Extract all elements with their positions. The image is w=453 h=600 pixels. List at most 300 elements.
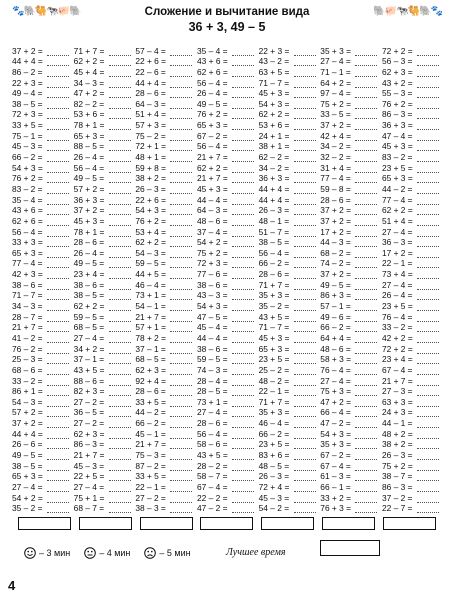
answer-blank[interactable] (170, 388, 192, 396)
answer-blank[interactable] (47, 197, 69, 205)
answer-blank[interactable] (232, 207, 254, 215)
answer-blank[interactable] (47, 58, 69, 66)
answer-blank[interactable] (170, 292, 192, 300)
answer-blank[interactable] (294, 409, 316, 417)
answer-blank[interactable] (47, 346, 69, 354)
answer-blank[interactable] (355, 90, 377, 98)
answer-blank[interactable] (47, 175, 69, 183)
answer-blank[interactable] (294, 356, 316, 364)
answer-blank[interactable] (47, 495, 69, 503)
answer-blank[interactable] (417, 165, 439, 173)
time-box[interactable] (79, 517, 132, 530)
answer-blank[interactable] (417, 335, 439, 343)
answer-blank[interactable] (294, 122, 316, 130)
answer-blank[interactable] (355, 165, 377, 173)
answer-blank[interactable] (170, 90, 192, 98)
answer-blank[interactable] (47, 292, 69, 300)
answer-blank[interactable] (355, 409, 377, 417)
time-box[interactable] (140, 517, 193, 530)
answer-blank[interactable] (417, 441, 439, 449)
answer-blank[interactable] (294, 378, 316, 386)
answer-blank[interactable] (109, 505, 131, 513)
answer-blank[interactable] (109, 303, 131, 311)
answer-blank[interactable] (417, 90, 439, 98)
answer-blank[interactable] (109, 314, 131, 322)
answer-blank[interactable] (417, 495, 439, 503)
answer-blank[interactable] (109, 484, 131, 492)
answer-blank[interactable] (109, 207, 131, 215)
answer-blank[interactable] (232, 80, 254, 88)
answer-blank[interactable] (170, 495, 192, 503)
answer-blank[interactable] (232, 197, 254, 205)
answer-blank[interactable] (355, 250, 377, 258)
answer-blank[interactable] (232, 111, 254, 119)
answer-blank[interactable] (355, 175, 377, 183)
answer-blank[interactable] (355, 473, 377, 481)
answer-blank[interactable] (47, 207, 69, 215)
answer-blank[interactable] (109, 367, 131, 375)
answer-blank[interactable] (170, 239, 192, 247)
answer-blank[interactable] (232, 154, 254, 162)
answer-blank[interactable] (417, 250, 439, 258)
answer-blank[interactable] (47, 143, 69, 151)
answer-blank[interactable] (294, 505, 316, 513)
answer-blank[interactable] (170, 197, 192, 205)
answer-blank[interactable] (355, 197, 377, 205)
answer-blank[interactable] (417, 122, 439, 130)
answer-blank[interactable] (170, 165, 192, 173)
answer-blank[interactable] (294, 207, 316, 215)
answer-blank[interactable] (417, 133, 439, 141)
answer-blank[interactable] (109, 356, 131, 364)
answer-blank[interactable] (47, 452, 69, 460)
answer-blank[interactable] (232, 335, 254, 343)
answer-blank[interactable] (232, 101, 254, 109)
answer-blank[interactable] (47, 356, 69, 364)
answer-blank[interactable] (294, 260, 316, 268)
answer-blank[interactable] (294, 282, 316, 290)
answer-blank[interactable] (47, 367, 69, 375)
answer-blank[interactable] (294, 101, 316, 109)
answer-blank[interactable] (170, 250, 192, 258)
answer-blank[interactable] (417, 80, 439, 88)
answer-blank[interactable] (109, 154, 131, 162)
answer-blank[interactable] (47, 388, 69, 396)
answer-blank[interactable] (47, 303, 69, 311)
answer-blank[interactable] (232, 463, 254, 471)
answer-blank[interactable] (232, 143, 254, 151)
answer-blank[interactable] (294, 367, 316, 375)
answer-blank[interactable] (417, 431, 439, 439)
answer-blank[interactable] (170, 441, 192, 449)
answer-blank[interactable] (47, 90, 69, 98)
answer-blank[interactable] (170, 335, 192, 343)
answer-blank[interactable] (417, 282, 439, 290)
answer-blank[interactable] (170, 378, 192, 386)
answer-blank[interactable] (294, 239, 316, 247)
answer-blank[interactable] (417, 218, 439, 226)
answer-blank[interactable] (232, 90, 254, 98)
answer-blank[interactable] (355, 154, 377, 162)
answer-blank[interactable] (109, 197, 131, 205)
answer-blank[interactable] (294, 58, 316, 66)
answer-blank[interactable] (232, 58, 254, 66)
answer-blank[interactable] (47, 101, 69, 109)
answer-blank[interactable] (170, 154, 192, 162)
answer-blank[interactable] (294, 399, 316, 407)
answer-blank[interactable] (294, 197, 316, 205)
answer-blank[interactable] (355, 186, 377, 194)
answer-blank[interactable] (232, 69, 254, 77)
answer-blank[interactable] (170, 143, 192, 151)
answer-blank[interactable] (47, 505, 69, 513)
answer-blank[interactable] (47, 260, 69, 268)
answer-blank[interactable] (355, 69, 377, 77)
answer-blank[interactable] (417, 484, 439, 492)
answer-blank[interactable] (47, 441, 69, 449)
answer-blank[interactable] (417, 197, 439, 205)
answer-blank[interactable] (109, 122, 131, 130)
answer-blank[interactable] (232, 324, 254, 332)
answer-blank[interactable] (170, 324, 192, 332)
answer-blank[interactable] (294, 218, 316, 226)
answer-blank[interactable] (232, 378, 254, 386)
answer-blank[interactable] (294, 495, 316, 503)
answer-blank[interactable] (109, 378, 131, 386)
answer-blank[interactable] (294, 303, 316, 311)
answer-blank[interactable] (417, 260, 439, 268)
answer-blank[interactable] (47, 239, 69, 247)
answer-blank[interactable] (170, 229, 192, 237)
answer-blank[interactable] (355, 122, 377, 130)
answer-blank[interactable] (109, 90, 131, 98)
answer-blank[interactable] (417, 505, 439, 513)
answer-blank[interactable] (417, 378, 439, 386)
answer-blank[interactable] (232, 271, 254, 279)
answer-blank[interactable] (109, 346, 131, 354)
answer-blank[interactable] (417, 175, 439, 183)
answer-blank[interactable] (47, 218, 69, 226)
answer-blank[interactable] (109, 143, 131, 151)
answer-blank[interactable] (170, 101, 192, 109)
answer-blank[interactable] (355, 229, 377, 237)
answer-blank[interactable] (417, 48, 439, 56)
answer-blank[interactable] (170, 58, 192, 66)
answer-blank[interactable] (47, 420, 69, 428)
answer-blank[interactable] (294, 186, 316, 194)
answer-blank[interactable] (109, 69, 131, 77)
answer-blank[interactable] (417, 111, 439, 119)
time-box[interactable] (322, 517, 375, 530)
answer-blank[interactable] (417, 239, 439, 247)
answer-blank[interactable] (170, 367, 192, 375)
answer-blank[interactable] (417, 314, 439, 322)
answer-blank[interactable] (417, 463, 439, 471)
answer-blank[interactable] (109, 218, 131, 226)
answer-blank[interactable] (355, 484, 377, 492)
answer-blank[interactable] (355, 111, 377, 119)
answer-blank[interactable] (417, 420, 439, 428)
time-box[interactable] (383, 517, 436, 530)
answer-blank[interactable] (417, 388, 439, 396)
answer-blank[interactable] (170, 431, 192, 439)
answer-blank[interactable] (109, 48, 131, 56)
answer-blank[interactable] (170, 133, 192, 141)
answer-blank[interactable] (355, 452, 377, 460)
answer-blank[interactable] (232, 441, 254, 449)
answer-blank[interactable] (294, 420, 316, 428)
answer-blank[interactable] (47, 165, 69, 173)
answer-blank[interactable] (170, 452, 192, 460)
answer-blank[interactable] (232, 165, 254, 173)
answer-blank[interactable] (355, 463, 377, 471)
answer-blank[interactable] (232, 399, 254, 407)
answer-blank[interactable] (355, 282, 377, 290)
answer-blank[interactable] (109, 388, 131, 396)
answer-blank[interactable] (355, 356, 377, 364)
answer-blank[interactable] (355, 388, 377, 396)
answer-blank[interactable] (170, 463, 192, 471)
answer-blank[interactable] (417, 143, 439, 151)
answer-blank[interactable] (109, 473, 131, 481)
answer-blank[interactable] (417, 101, 439, 109)
answer-blank[interactable] (109, 260, 131, 268)
answer-blank[interactable] (109, 250, 131, 258)
answer-blank[interactable] (47, 378, 69, 386)
answer-blank[interactable] (232, 133, 254, 141)
answer-blank[interactable] (170, 505, 192, 513)
answer-blank[interactable] (232, 431, 254, 439)
answer-blank[interactable] (294, 90, 316, 98)
answer-blank[interactable] (232, 229, 254, 237)
answer-blank[interactable] (417, 207, 439, 215)
answer-blank[interactable] (170, 484, 192, 492)
answer-blank[interactable] (232, 48, 254, 56)
answer-blank[interactable] (232, 484, 254, 492)
answer-blank[interactable] (109, 335, 131, 343)
answer-blank[interactable] (109, 452, 131, 460)
answer-blank[interactable] (109, 111, 131, 119)
answer-blank[interactable] (232, 260, 254, 268)
answer-blank[interactable] (294, 324, 316, 332)
answer-blank[interactable] (232, 282, 254, 290)
answer-blank[interactable] (47, 335, 69, 343)
answer-blank[interactable] (170, 314, 192, 322)
answer-blank[interactable] (232, 495, 254, 503)
answer-blank[interactable] (232, 239, 254, 247)
answer-blank[interactable] (294, 431, 316, 439)
answer-blank[interactable] (232, 420, 254, 428)
answer-blank[interactable] (355, 133, 377, 141)
answer-blank[interactable] (417, 324, 439, 332)
answer-blank[interactable] (109, 101, 131, 109)
answer-blank[interactable] (170, 80, 192, 88)
answer-blank[interactable] (355, 48, 377, 56)
best-time-box[interactable] (320, 540, 380, 556)
answer-blank[interactable] (47, 69, 69, 77)
answer-blank[interactable] (417, 303, 439, 311)
answer-blank[interactable] (294, 48, 316, 56)
answer-blank[interactable] (294, 165, 316, 173)
answer-blank[interactable] (109, 229, 131, 237)
answer-blank[interactable] (417, 452, 439, 460)
time-box[interactable] (200, 517, 253, 530)
answer-blank[interactable] (47, 80, 69, 88)
answer-blank[interactable] (417, 399, 439, 407)
answer-blank[interactable] (232, 303, 254, 311)
answer-blank[interactable] (47, 484, 69, 492)
answer-blank[interactable] (355, 143, 377, 151)
answer-blank[interactable] (47, 314, 69, 322)
answer-blank[interactable] (232, 314, 254, 322)
answer-blank[interactable] (109, 175, 131, 183)
answer-blank[interactable] (109, 58, 131, 66)
answer-blank[interactable] (232, 452, 254, 460)
answer-blank[interactable] (417, 292, 439, 300)
answer-blank[interactable] (355, 314, 377, 322)
answer-blank[interactable] (417, 271, 439, 279)
answer-blank[interactable] (109, 463, 131, 471)
answer-blank[interactable] (417, 367, 439, 375)
answer-blank[interactable] (355, 399, 377, 407)
answer-blank[interactable] (294, 473, 316, 481)
answer-blank[interactable] (355, 505, 377, 513)
answer-blank[interactable] (232, 356, 254, 364)
answer-blank[interactable] (294, 143, 316, 151)
answer-blank[interactable] (170, 69, 192, 77)
answer-blank[interactable] (294, 69, 316, 77)
answer-blank[interactable] (109, 409, 131, 417)
answer-blank[interactable] (417, 229, 439, 237)
answer-blank[interactable] (355, 218, 377, 226)
answer-blank[interactable] (294, 250, 316, 258)
answer-blank[interactable] (47, 282, 69, 290)
answer-blank[interactable] (109, 271, 131, 279)
answer-blank[interactable] (170, 271, 192, 279)
answer-blank[interactable] (170, 420, 192, 428)
answer-blank[interactable] (47, 250, 69, 258)
answer-blank[interactable] (47, 154, 69, 162)
answer-blank[interactable] (232, 473, 254, 481)
answer-blank[interactable] (109, 186, 131, 194)
answer-blank[interactable] (109, 495, 131, 503)
answer-blank[interactable] (232, 367, 254, 375)
answer-blank[interactable] (109, 420, 131, 428)
answer-blank[interactable] (294, 229, 316, 237)
answer-blank[interactable] (294, 133, 316, 141)
time-box[interactable] (261, 517, 314, 530)
answer-blank[interactable] (355, 271, 377, 279)
answer-blank[interactable] (170, 207, 192, 215)
answer-blank[interactable] (355, 101, 377, 109)
answer-blank[interactable] (294, 314, 316, 322)
answer-blank[interactable] (355, 335, 377, 343)
answer-blank[interactable] (109, 324, 131, 332)
answer-blank[interactable] (355, 420, 377, 428)
answer-blank[interactable] (232, 346, 254, 354)
answer-blank[interactable] (294, 80, 316, 88)
answer-blank[interactable] (294, 111, 316, 119)
answer-blank[interactable] (294, 292, 316, 300)
answer-blank[interactable] (170, 48, 192, 56)
answer-blank[interactable] (294, 154, 316, 162)
answer-blank[interactable] (170, 473, 192, 481)
answer-blank[interactable] (47, 229, 69, 237)
answer-blank[interactable] (294, 175, 316, 183)
answer-blank[interactable] (294, 484, 316, 492)
answer-blank[interactable] (232, 250, 254, 258)
answer-blank[interactable] (170, 175, 192, 183)
answer-blank[interactable] (294, 463, 316, 471)
answer-blank[interactable] (170, 111, 192, 119)
answer-blank[interactable] (47, 271, 69, 279)
answer-blank[interactable] (294, 452, 316, 460)
answer-blank[interactable] (355, 431, 377, 439)
answer-blank[interactable] (109, 292, 131, 300)
answer-blank[interactable] (294, 346, 316, 354)
answer-blank[interactable] (232, 409, 254, 417)
answer-blank[interactable] (109, 282, 131, 290)
answer-blank[interactable] (170, 303, 192, 311)
answer-blank[interactable] (294, 335, 316, 343)
answer-blank[interactable] (355, 303, 377, 311)
answer-blank[interactable] (170, 282, 192, 290)
answer-blank[interactable] (109, 165, 131, 173)
answer-blank[interactable] (47, 399, 69, 407)
answer-blank[interactable] (47, 133, 69, 141)
answer-blank[interactable] (109, 431, 131, 439)
answer-blank[interactable] (232, 388, 254, 396)
answer-blank[interactable] (232, 218, 254, 226)
answer-blank[interactable] (170, 356, 192, 364)
answer-blank[interactable] (170, 260, 192, 268)
answer-blank[interactable] (47, 122, 69, 130)
answer-blank[interactable] (170, 218, 192, 226)
answer-blank[interactable] (417, 346, 439, 354)
answer-blank[interactable] (47, 48, 69, 56)
answer-blank[interactable] (417, 473, 439, 481)
answer-blank[interactable] (47, 409, 69, 417)
answer-blank[interactable] (170, 399, 192, 407)
answer-blank[interactable] (170, 122, 192, 130)
answer-blank[interactable] (355, 292, 377, 300)
answer-blank[interactable] (47, 473, 69, 481)
answer-blank[interactable] (109, 441, 131, 449)
answer-blank[interactable] (417, 356, 439, 364)
answer-blank[interactable] (355, 239, 377, 247)
answer-blank[interactable] (355, 367, 377, 375)
answer-blank[interactable] (109, 399, 131, 407)
answer-blank[interactable] (109, 80, 131, 88)
answer-blank[interactable] (232, 186, 254, 194)
answer-blank[interactable] (355, 495, 377, 503)
answer-blank[interactable] (47, 324, 69, 332)
time-box[interactable] (18, 517, 71, 530)
answer-blank[interactable] (232, 122, 254, 130)
answer-blank[interactable] (232, 175, 254, 183)
answer-blank[interactable] (47, 463, 69, 471)
answer-blank[interactable] (47, 431, 69, 439)
answer-blank[interactable] (417, 69, 439, 77)
answer-blank[interactable] (232, 292, 254, 300)
answer-blank[interactable] (109, 133, 131, 141)
answer-blank[interactable] (355, 260, 377, 268)
answer-blank[interactable] (355, 324, 377, 332)
answer-blank[interactable] (417, 186, 439, 194)
answer-blank[interactable] (47, 186, 69, 194)
answer-blank[interactable] (294, 441, 316, 449)
answer-blank[interactable] (170, 346, 192, 354)
